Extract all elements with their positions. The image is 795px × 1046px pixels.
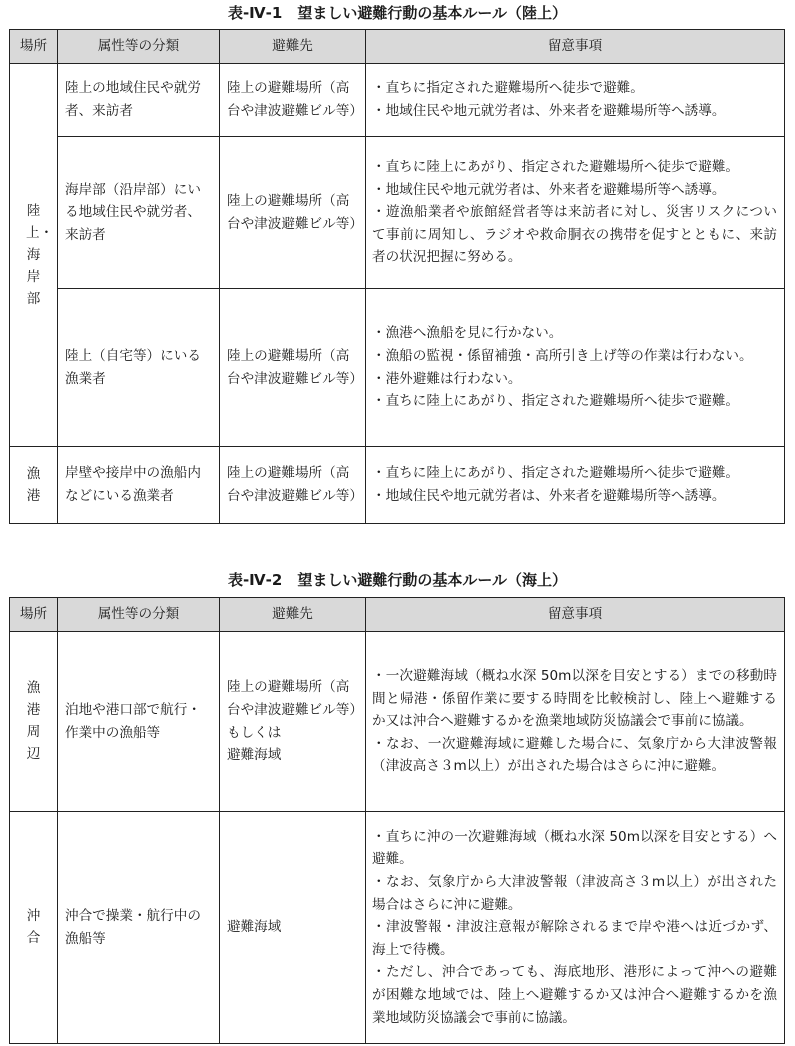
table-header-row [10, 30, 785, 64]
destination-cell: 避難海域 [220, 812, 366, 1044]
table-row [10, 447, 785, 524]
evacuation-rules-sea-table [9, 597, 785, 1044]
place-cell: 漁港 [10, 447, 58, 524]
notes-cell: ・直ちに陸上にあがり、指定された避難場所へ徒歩で避難。 ・地域住民や地元就労者は、外来者を避難場所等へ誘導。 [366, 447, 785, 524]
attribute-cell: 陸上の地域住民や就労者、来訪者 [58, 64, 220, 137]
notes-cell: ・直ちに沖の一次避難海域（概ね水深 50m以深を目安とする）へ避難。 ・なお、気象庁から大津波警報（津波高さ３m以上）が出された場合はさらに沖に避難。 ・津波警報・津波注意報が解除されるまで岸や港へは近づかず、海上で待機。 ・ただし、沖合であっても、海底地形、港形によって沖への避難が困難な地域では、陸上へ避難するか又は沖合へ避難するかを漁業地域防災協議会で事前に協議。 [366, 812, 785, 1044]
notes-cell: ・直ちに陸上にあがり、指定された避難場所へ徒歩で避難。 ・地域住民や地元就労者は、外来者を避難場所等へ誘導。 ・遊漁船業者や旅館経営者等は来訪者に対し、災害リスクについて事前に周知し、ラジオや救命胴衣の携帯を促すとともに、来訪者の状況把握に努める。 [366, 137, 785, 289]
header-place: 場所 [10, 30, 58, 64]
notes-cell: ・直ちに指定された避難場所へ徒歩で避難。 ・地域住民や地元就労者は、外来者を避難場所等へ誘導。 [366, 64, 785, 137]
destination-cell: 陸上の避難場所（高台や津波避難ビル等） [220, 289, 366, 447]
table-row [10, 632, 785, 812]
table-header-row [10, 598, 785, 632]
table-row [10, 812, 785, 1044]
attribute-cell: 岸壁や接岸中の漁船内などにいる漁業者 [58, 447, 220, 524]
place-cell: 漁港周辺 [10, 632, 58, 812]
header-destination: 避難先 [220, 30, 366, 64]
header-attribute: 属性等の分類 [58, 598, 220, 632]
notes-cell: ・一次避難海域（概ね水深 50m以深を目安とする）までの移動時間と帰港・係留作業に要する時間を比較検討し、陸上へ避難するか又は沖合へ避難するかを漁業地域防災協議会で事前に協議。 ・なお、一次避難海域に避難した場合に、気象庁から大津波警報（津波高さ３m以上）が出された場合はさらに沖に避難。 [366, 632, 785, 812]
table-row [10, 64, 785, 137]
destination-cell: 陸上の避難場所（高台や津波避難ビル等） もしくは 避難海域 [220, 632, 366, 812]
attribute-cell: 陸上（自宅等）にいる漁業者 [58, 289, 220, 447]
evacuation-rules-land-table [9, 29, 785, 524]
destination-cell: 陸上の避難場所（高台や津波避難ビル等） [220, 137, 366, 289]
destination-cell: 陸上の避難場所（高台や津波避難ビル等） [220, 447, 366, 524]
attribute-cell: 海岸部（沿岸部）にいる地域住民や就労者、来訪者 [58, 137, 220, 289]
attribute-cell: 沖合で操業・航行中の漁船等 [58, 812, 220, 1044]
attribute-cell: 泊地や港口部で航行・作業中の漁船等 [58, 632, 220, 812]
header-notes: 留意事項 [366, 30, 785, 64]
header-place: 場所 [10, 598, 58, 632]
table1-title: 表-Ⅳ-1 望ましい避難行動の基本ルール（陸上） [227, 4, 568, 22]
table-row [10, 289, 785, 447]
header-destination: 避難先 [220, 598, 366, 632]
table2-title: 表-Ⅳ-2 望ましい避難行動の基本ルール（海上） [227, 571, 568, 589]
header-attribute: 属性等の分類 [58, 30, 220, 64]
notes-cell: ・漁港へ漁船を見に行かない。 ・漁船の監視・係留補強・高所引き上げ等の作業は行わない。 ・港外避難は行わない。 ・直ちに陸上にあがり、指定された避難場所へ徒歩で避難。 [366, 289, 785, 447]
header-notes: 留意事項 [366, 598, 785, 632]
place-cell: 沖合 [10, 812, 58, 1044]
table-row [10, 137, 785, 289]
place-cell: 陸上・海岸部 [10, 64, 58, 447]
destination-cell: 陸上の避難場所（高台や津波避難ビル等） [220, 64, 366, 137]
